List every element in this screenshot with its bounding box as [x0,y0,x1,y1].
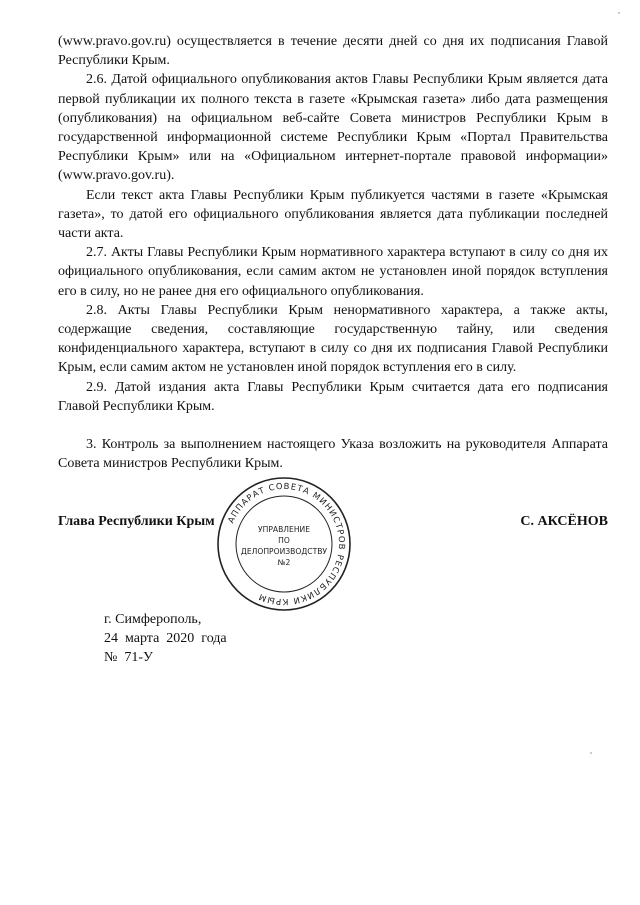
document-body [58,32,608,473]
scan-speck [590,752,592,754]
paragraph-2-6: 2.6. Датой официального опубликования актов Главы Республики Крым является дата первой публикации их полного текста в газете «Крымская газета» либо дата размещения (опубликования) на официальном веб-сайте Совета министров Республики Крым в государственной информационной системе Республики Крым «Портал Правительства Республики Крым» или на «Официальном интернет-портале правовой информации» (www.pravo.gov.ru). [58,72,608,184]
paragraph-3: 3. Контроль за выполнением настоящего Указа возложить на руководителя Аппарата Совета министров Республики Крым. [58,437,608,472]
paragraph-2-6-parts: Если текст акта Главы Республики Крым публикуется частями в газете «Крымская газета», то датой его официального опубликования является дата публикации последней части акта. [58,187,608,242]
seal-ring-text: АППАРАТ СОВЕТА МИНИСТРОВ РЕСПУБЛИКИ КРЫМ [225,480,348,608]
paragraph-2-9: 2.9. Датой издания акта Главы Республики Крым считается дата его подписания Главой Республики Крым. [58,379,608,414]
paragraph-2-7: 2.7. Акты Главы Республики Крым нормативного характера вступают в силу со дня их официального опубликования, если самим актом не установлен иной порядок вступления его в силу, но не ранее дня его официального опубликования. [58,245,608,299]
document-footer [104,610,227,667]
seal-line-2: ПО [278,536,290,545]
seal-line-3: ДЕЛОПРОИЗВОДСТВУ [240,547,328,556]
signatory-position: Глава Республики Крым [58,514,215,529]
official-seal [216,476,352,612]
signing-date: 24 марта 2020 года [104,631,227,646]
signatory-name: С. АКСЁНОВ [520,514,608,529]
paragraph-2-8: 2.8. Акты Главы Республики Крым ненормативного характера, а также акты, содержащие сведения, составляющие государственную тайну, или сведения конфиденциального характера, вступают в силу со дня их подписания Главой Республики Крым, если самим актом не установлен иной порядок вступления его в силу. [58,302,608,376]
seal-line-1: УПРАВЛЕНИЕ [257,525,311,534]
scan-speck [618,12,620,14]
decree-number: № 71-У [104,650,153,665]
seal-line-4: №2 [277,558,291,567]
place-of-signing: г. Симферополь, [104,612,202,627]
paragraph-1: (www.pravo.gov.ru) осуществляется в течение десяти дней со дня их подписания Главой Республики Крым. [58,34,608,69]
